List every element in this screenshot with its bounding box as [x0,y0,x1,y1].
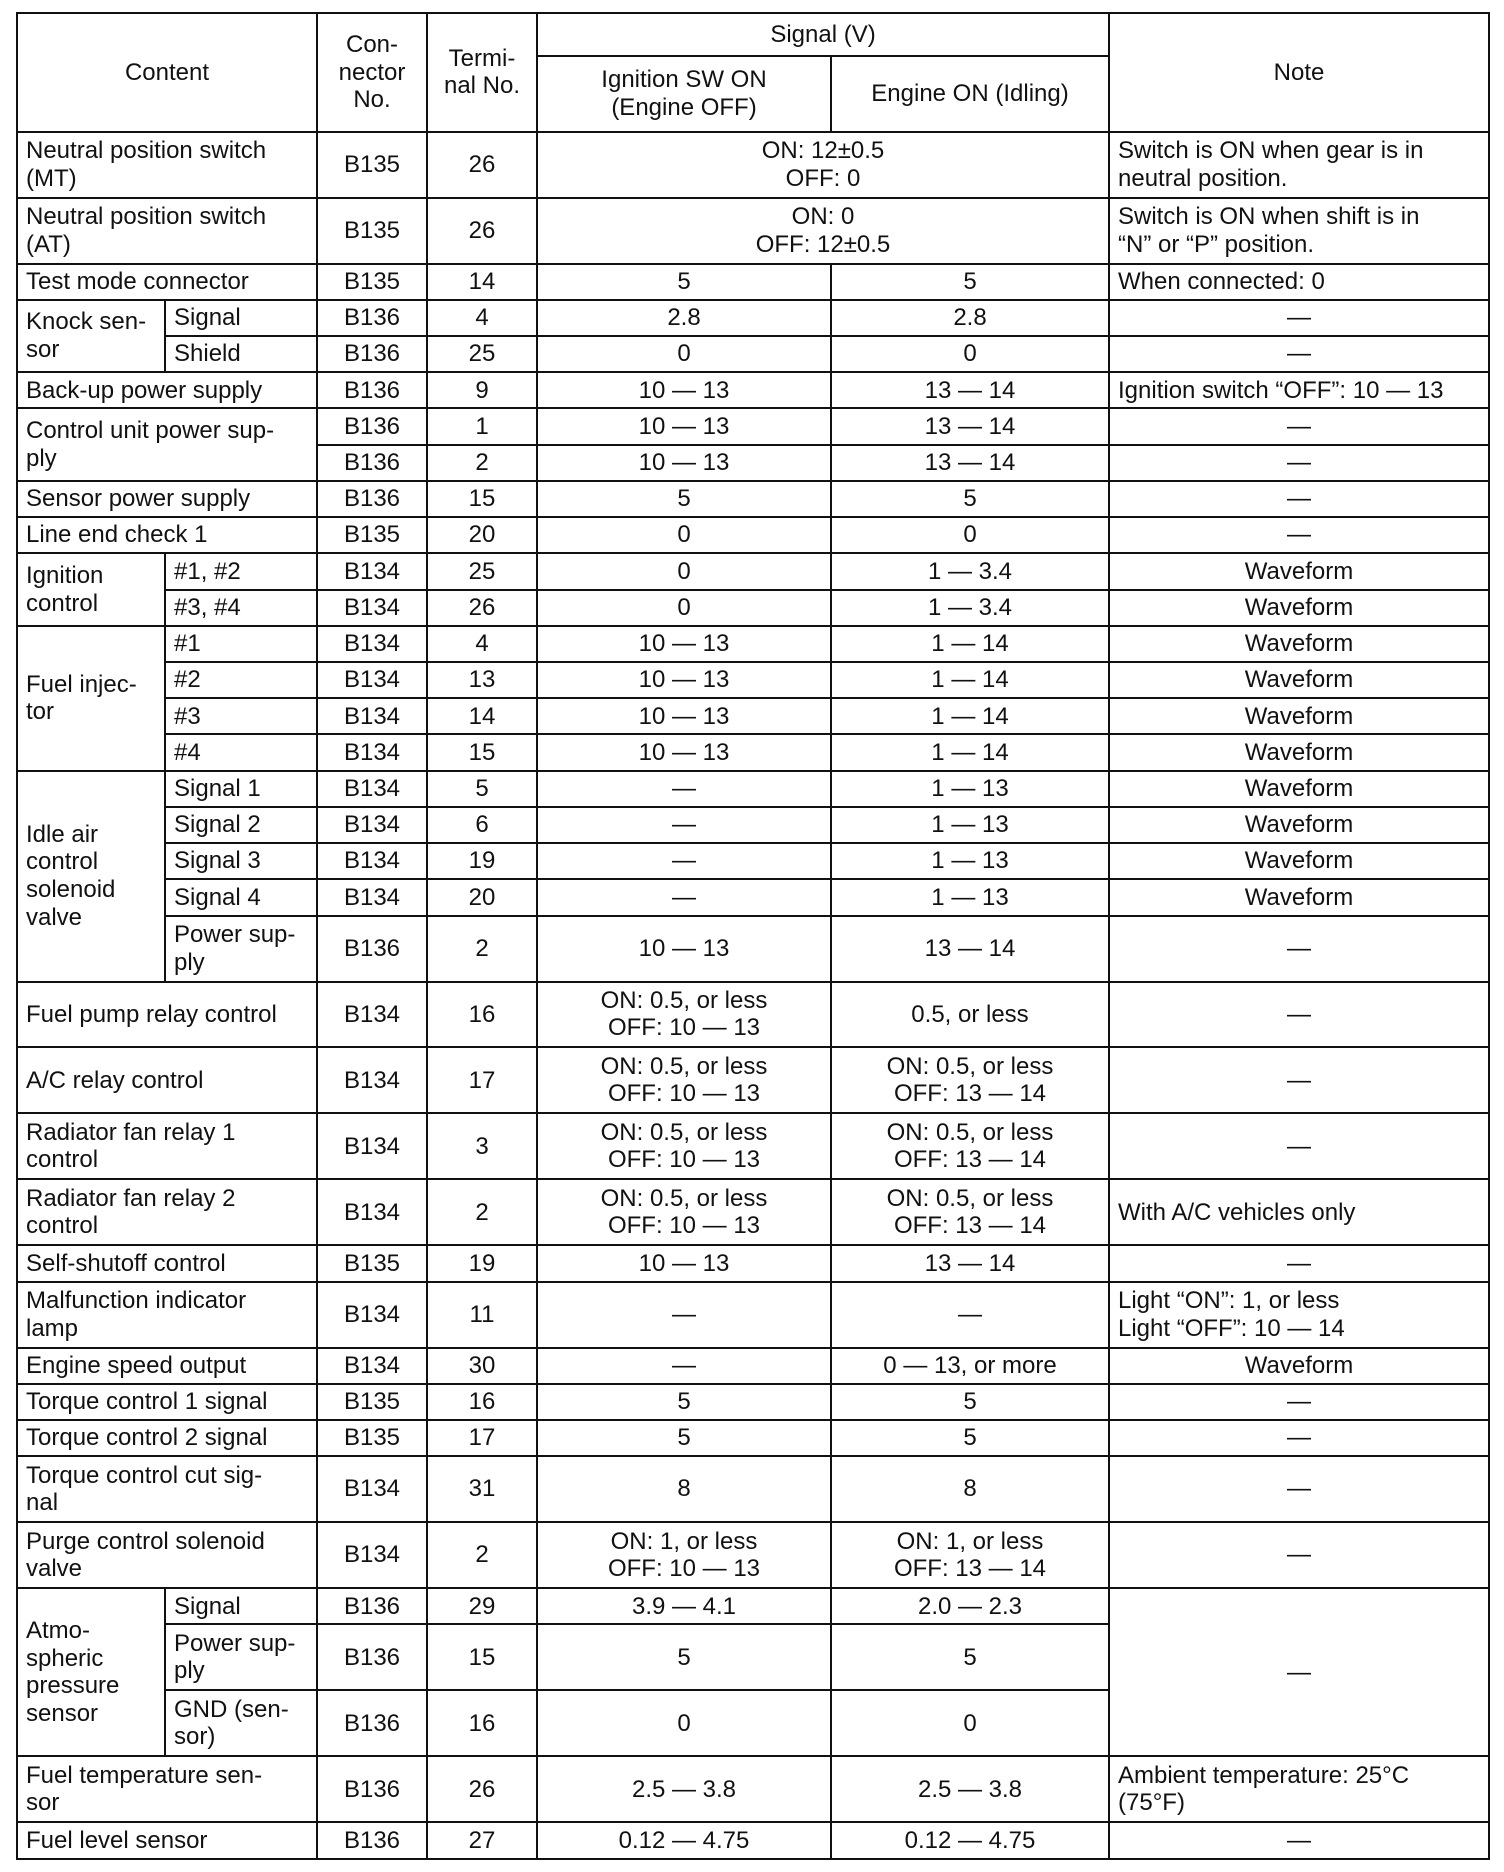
content-cell: Neutral position switch (MT) [17,132,317,198]
terminal-cell: 17 [427,1420,537,1456]
note-cell: Waveform [1109,553,1489,589]
content-cell: Purge control solenoid valve [17,1522,317,1588]
engine-signal-cell: 2.8 [831,300,1109,336]
connector-cell: B134 [317,807,427,843]
table-row [17,734,1489,770]
table-row [17,1384,1489,1420]
engine-signal-cell: ON: 0.5, or less OFF: 13 — 14 [831,1179,1109,1245]
ignition-signal-cell: 10 — 13 [537,734,831,770]
connector-cell: B136 [317,481,427,517]
content-cell: Sensor power supply [17,481,317,517]
table-row [17,771,1489,807]
ignition-signal-cell: 8 [537,1456,831,1522]
content-group-cell: Atmo- spheric pressure sensor [17,1588,165,1756]
note-cell: — [1109,1522,1489,1588]
table-row [17,132,1489,198]
terminal-cell: 20 [427,517,537,553]
table-container [16,12,1488,1860]
terminal-cell: 17 [427,1047,537,1113]
engine-signal-cell: 13 — 14 [831,1245,1109,1281]
table-row [17,408,1489,444]
connector-cell: B136 [317,1690,427,1756]
ignition-signal-cell: 0 [537,336,831,372]
header-engine-on: Engine ON (Idling) [831,56,1109,131]
connector-cell: B136 [317,1588,427,1624]
terminal-cell: 3 [427,1113,537,1179]
table-row [17,662,1489,698]
table-row [17,879,1489,915]
ignition-signal-cell: 5 [537,1384,831,1420]
table-row [17,843,1489,879]
ignition-signal-cell: 0 [537,553,831,589]
note-cell: — [1109,517,1489,553]
terminal-cell: 26 [427,132,537,198]
connector-cell: B134 [317,1348,427,1384]
engine-signal-cell: 5 [831,1420,1109,1456]
connector-cell: B136 [317,336,427,372]
connector-cell: B134 [317,1113,427,1179]
engine-signal-cell: 1 — 13 [831,843,1109,879]
note-cell: Waveform [1109,879,1489,915]
ignition-signal-cell: — [537,879,831,915]
ignition-signal-cell: 10 — 13 [537,1245,831,1281]
content-cell: Neutral position switch (AT) [17,198,317,264]
connector-cell: B136 [317,408,427,444]
terminal-cell: 27 [427,1822,537,1859]
connector-cell: B134 [317,1179,427,1245]
ignition-signal-cell: 10 — 13 [537,408,831,444]
content-cell: Radiator fan relay 2 control [17,1179,317,1245]
table-row [17,553,1489,589]
note-cell: — [1109,336,1489,372]
terminal-cell: 29 [427,1588,537,1624]
content-sub-cell: Power sup- ply [165,916,317,982]
engine-signal-cell: 0.5, or less [831,982,1109,1048]
note-cell: Waveform [1109,807,1489,843]
terminal-cell: 6 [427,807,537,843]
connector-cell: B134 [317,771,427,807]
content-sub-cell: #1 [165,626,317,662]
note-cell: Waveform [1109,1348,1489,1384]
connector-cell: B135 [317,1245,427,1281]
engine-signal-cell: 2.0 — 2.3 [831,1588,1109,1624]
engine-signal-cell: 2.5 — 3.8 [831,1756,1109,1822]
content-group-cell: Ignition control [17,553,165,625]
terminal-cell: 19 [427,843,537,879]
terminal-cell: 4 [427,626,537,662]
note-cell: — [1109,1245,1489,1281]
table-row [17,336,1489,372]
content-cell: Fuel level sensor [17,1822,317,1859]
terminal-cell: 16 [427,1384,537,1420]
note-cell: — [1109,1047,1489,1113]
content-group-cell: Knock sen- sor [17,300,165,372]
engine-signal-cell: 5 [831,264,1109,300]
ignition-signal-cell: 10 — 13 [537,372,831,408]
connector-cell: B135 [317,132,427,198]
engine-signal-cell: 13 — 14 [831,372,1109,408]
terminal-cell: 2 [427,1179,537,1245]
connector-cell: B134 [317,698,427,734]
engine-signal-cell: 1 — 3.4 [831,553,1109,589]
header-ignition-sw-on: Ignition SW ON (Engine OFF) [537,56,831,131]
engine-signal-cell: 1 — 3.4 [831,590,1109,626]
ignition-signal-cell: 0.12 — 4.75 [537,1822,831,1859]
terminal-cell: 13 [427,662,537,698]
content-sub-cell: Signal 2 [165,807,317,843]
note-cell: When connected: 0 [1109,264,1489,300]
connector-cell: B134 [317,1282,427,1348]
terminal-cell: 15 [427,1624,537,1690]
terminal-cell: 15 [427,734,537,770]
connector-cell: B134 [317,843,427,879]
engine-signal-cell: 1 — 14 [831,734,1109,770]
terminal-cell: 14 [427,264,537,300]
table-row [17,372,1489,408]
content-cell: Torque control 2 signal [17,1420,317,1456]
note-cell: — [1109,916,1489,982]
terminal-cell: 9 [427,372,537,408]
connector-cell: B134 [317,982,427,1048]
connector-cell: B134 [317,1456,427,1522]
ignition-signal-cell: ON: 1, or less OFF: 10 — 13 [537,1522,831,1588]
terminal-cell: 26 [427,198,537,264]
connector-cell: B136 [317,300,427,336]
content-sub-cell: #4 [165,734,317,770]
table-row [17,1522,1489,1588]
content-sub-cell: #3 [165,698,317,734]
table-row [17,1822,1489,1859]
terminal-cell: 11 [427,1282,537,1348]
content-sub-cell: Signal 3 [165,843,317,879]
ignition-signal-cell: 5 [537,1624,831,1690]
connector-cell: B134 [317,1047,427,1113]
content-cell: Test mode connector [17,264,317,300]
connector-cell: B135 [317,517,427,553]
ignition-signal-cell: 10 — 13 [537,662,831,698]
header-signal: Signal (V) [537,13,1109,56]
terminal-cell: 1 [427,408,537,444]
note-cell: Waveform [1109,843,1489,879]
terminal-cell: 4 [427,300,537,336]
note-cell: — [1109,1113,1489,1179]
note-cell: — [1109,1384,1489,1420]
note-cell: Waveform [1109,734,1489,770]
table-row [17,916,1489,982]
ignition-signal-cell: 5 [537,1420,831,1456]
content-sub-cell: Signal [165,300,317,336]
ignition-signal-cell: 10 — 13 [537,445,831,481]
table-row [17,698,1489,734]
content-sub-cell: Signal 1 [165,771,317,807]
engine-signal-cell: 1 — 13 [831,771,1109,807]
note-cell: Light “ON”: 1, or less Light “OFF”: 10 — 14 [1109,1282,1489,1348]
terminal-cell: 30 [427,1348,537,1384]
terminal-cell: 25 [427,553,537,589]
terminal-cell: 2 [427,445,537,481]
connector-cell: B134 [317,662,427,698]
content-cell: Fuel temperature sen- sor [17,1756,317,1822]
content-group-cell: Idle air control solenoid valve [17,771,165,982]
note-cell: Waveform [1109,662,1489,698]
engine-signal-cell: 13 — 14 [831,445,1109,481]
content-cell: Back-up power supply [17,372,317,408]
table-row [17,1282,1489,1348]
table-row [17,1047,1489,1113]
header-note: Note [1109,13,1489,132]
note-cell: — [1109,1822,1489,1859]
table-row [17,626,1489,662]
note-cell: Switch is ON when shift is in “N” or “P” position. [1109,198,1489,264]
ignition-signal-cell: — [537,843,831,879]
terminal-cell: 26 [427,1756,537,1822]
engine-signal-cell: ON: 0.5, or less OFF: 13 — 14 [831,1113,1109,1179]
engine-signal-cell: 8 [831,1456,1109,1522]
table-row [17,1245,1489,1281]
ignition-signal-cell: ON: 0.5, or less OFF: 10 — 13 [537,1179,831,1245]
connector-cell: B134 [317,734,427,770]
content-cell: Self-shutoff control [17,1245,317,1281]
signal-spec-table [16,12,1490,1860]
connector-cell: B135 [317,1384,427,1420]
engine-signal-cell: 1 — 13 [831,879,1109,915]
ignition-signal-cell: 2.8 [537,300,831,336]
ignition-signal-cell: 0 [537,590,831,626]
note-cell: Waveform [1109,771,1489,807]
content-cell: Control unit power sup- ply [17,408,317,480]
terminal-cell: 31 [427,1456,537,1522]
note-cell: — [1109,1420,1489,1456]
connector-cell: B134 [317,1522,427,1588]
connector-cell: B135 [317,198,427,264]
note-cell: — [1109,445,1489,481]
note-cell: Waveform [1109,698,1489,734]
table-row [17,198,1489,264]
table-row [17,807,1489,843]
signal-cell: ON: 12±0.5 OFF: 0 [537,132,1109,198]
terminal-cell: 26 [427,590,537,626]
engine-signal-cell: 5 [831,1384,1109,1420]
ignition-signal-cell: 10 — 13 [537,626,831,662]
note-cell: — [1109,300,1489,336]
table-row [17,264,1489,300]
note-cell: — [1109,408,1489,444]
ignition-signal-cell: 10 — 13 [537,916,831,982]
content-sub-cell: Signal 4 [165,879,317,915]
table-row [17,1348,1489,1384]
content-group-cell: Fuel injec- tor [17,626,165,771]
terminal-cell: 25 [427,336,537,372]
note-cell: — [1109,1588,1489,1756]
table-row [17,590,1489,626]
note-cell: Waveform [1109,590,1489,626]
content-cell: A/C relay control [17,1047,317,1113]
engine-signal-cell: — [831,1282,1109,1348]
connector-cell: B136 [317,372,427,408]
content-sub-cell: Shield [165,336,317,372]
content-cell: Torque control cut sig- nal [17,1456,317,1522]
content-sub-cell: #1, #2 [165,553,317,589]
engine-signal-cell: 13 — 14 [831,916,1109,982]
note-cell: Waveform [1109,626,1489,662]
connector-cell: B136 [317,1822,427,1859]
engine-signal-cell: 5 [831,1624,1109,1690]
engine-signal-cell: 13 — 14 [831,408,1109,444]
terminal-cell: 2 [427,916,537,982]
header-terminal: Termi- nal No. [427,13,537,132]
terminal-cell: 5 [427,771,537,807]
ignition-signal-cell: ON: 0.5, or less OFF: 10 — 13 [537,982,831,1048]
signal-cell: ON: 0 OFF: 12±0.5 [537,198,1109,264]
note-cell: — [1109,481,1489,517]
ignition-signal-cell: ON: 0.5, or less OFF: 10 — 13 [537,1113,831,1179]
table-row [17,481,1489,517]
terminal-cell: 16 [427,1690,537,1756]
content-sub-cell: #2 [165,662,317,698]
ignition-signal-cell: — [537,1348,831,1384]
engine-signal-cell: 0 — 13, or more [831,1348,1109,1384]
table-row [17,300,1489,336]
connector-cell: B135 [317,264,427,300]
table-row [17,1179,1489,1245]
terminal-cell: 2 [427,1522,537,1588]
connector-cell: B134 [317,626,427,662]
ignition-signal-cell: 5 [537,264,831,300]
ignition-signal-cell: — [537,1282,831,1348]
table-row [17,1756,1489,1822]
table-row [17,982,1489,1048]
ignition-signal-cell: 5 [537,481,831,517]
table-row [17,1113,1489,1179]
note-cell: Ambient temperature: 25°C (75°F) [1109,1756,1489,1822]
table-row [17,517,1489,553]
note-cell: With A/C vehicles only [1109,1179,1489,1245]
connector-cell: B134 [317,590,427,626]
terminal-cell: 19 [427,1245,537,1281]
header-row-1 [17,13,1489,56]
content-sub-cell: GND (sen- sor) [165,1690,317,1756]
connector-cell: B136 [317,1756,427,1822]
terminal-cell: 14 [427,698,537,734]
engine-signal-cell: 0 [831,517,1109,553]
connector-cell: B134 [317,879,427,915]
engine-signal-cell: 5 [831,481,1109,517]
terminal-cell: 16 [427,982,537,1048]
table-row [17,1456,1489,1522]
engine-signal-cell: 1 — 14 [831,626,1109,662]
ignition-signal-cell: 10 — 13 [537,698,831,734]
header-connector: Con- nector No. [317,13,427,132]
engine-signal-cell: ON: 1, or less OFF: 13 — 14 [831,1522,1109,1588]
note-cell: Switch is ON when gear is in neutral position. [1109,132,1489,198]
engine-signal-cell: ON: 0.5, or less OFF: 13 — 14 [831,1047,1109,1113]
content-cell: Engine speed output [17,1348,317,1384]
engine-signal-cell: 1 — 14 [831,698,1109,734]
connector-cell: B135 [317,1420,427,1456]
terminal-cell: 15 [427,481,537,517]
content-cell: Torque control 1 signal [17,1384,317,1420]
note-cell: — [1109,1456,1489,1522]
header-content: Content [17,13,317,132]
content-sub-cell: Signal [165,1588,317,1624]
content-sub-cell: Power sup- ply [165,1624,317,1690]
terminal-cell: 20 [427,879,537,915]
engine-signal-cell: 0.12 — 4.75 [831,1822,1109,1859]
connector-cell: B136 [317,445,427,481]
ignition-signal-cell: — [537,771,831,807]
ignition-signal-cell: — [537,807,831,843]
ignition-signal-cell: 0 [537,1690,831,1756]
engine-signal-cell: 0 [831,336,1109,372]
table-row [17,1588,1489,1624]
content-cell: Fuel pump relay control [17,982,317,1048]
ignition-signal-cell: ON: 0.5, or less OFF: 10 — 13 [537,1047,831,1113]
connector-cell: B136 [317,1624,427,1690]
connector-cell: B136 [317,916,427,982]
content-cell: Malfunction indicator lamp [17,1282,317,1348]
content-cell: Radiator fan relay 1 control [17,1113,317,1179]
engine-signal-cell: 0 [831,1690,1109,1756]
ignition-signal-cell: 2.5 — 3.8 [537,1756,831,1822]
table-row [17,1420,1489,1456]
note-cell: Ignition switch “OFF”: 10 — 13 [1109,372,1489,408]
engine-signal-cell: 1 — 14 [831,662,1109,698]
engine-signal-cell: 1 — 13 [831,807,1109,843]
note-cell: — [1109,982,1489,1048]
connector-cell: B134 [317,553,427,589]
content-cell: Line end check 1 [17,517,317,553]
ignition-signal-cell: 0 [537,517,831,553]
content-sub-cell: #3, #4 [165,590,317,626]
ignition-signal-cell: 3.9 — 4.1 [537,1588,831,1624]
